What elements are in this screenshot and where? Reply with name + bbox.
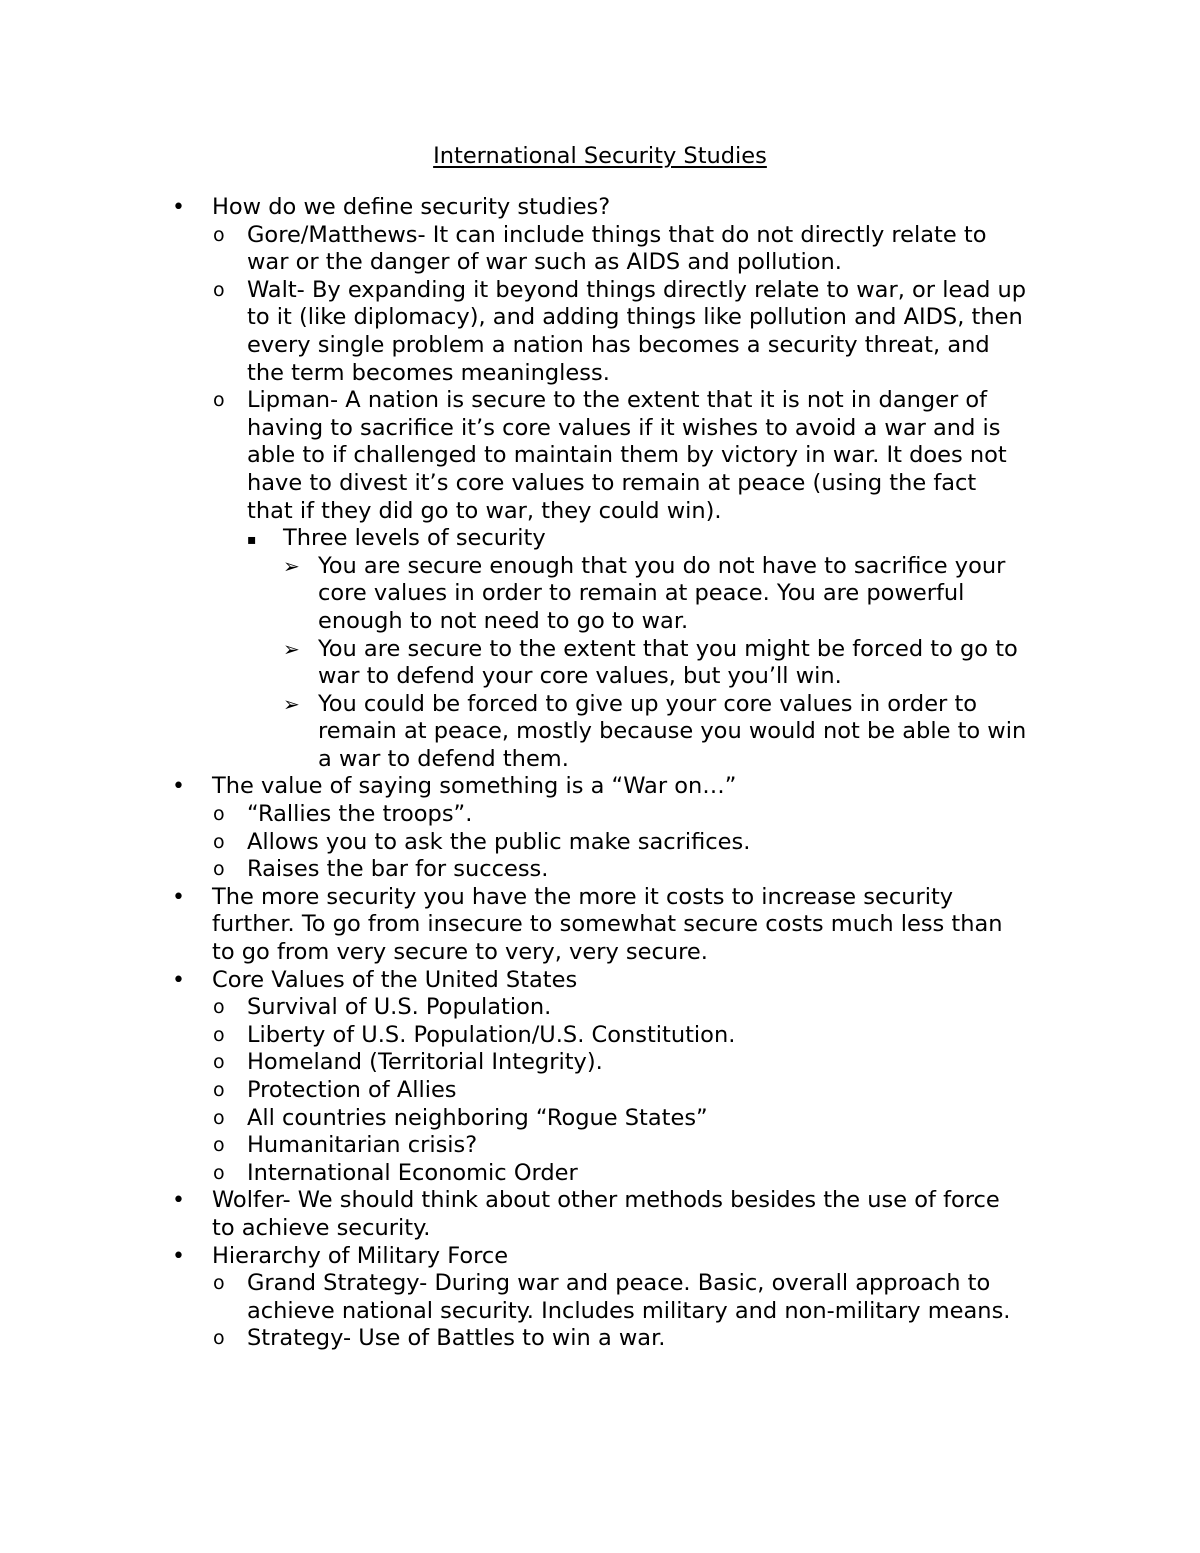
- bullet-marker: o: [213, 1134, 225, 1157]
- list-item-text: Humanitarian crisis?: [247, 1132, 478, 1159]
- bullet-marker: o: [213, 1327, 225, 1350]
- list-item: [0, 856, 1028, 884]
- list-item: [0, 387, 1028, 525]
- list-item: [0, 801, 1028, 829]
- list-item: [0, 691, 1028, 774]
- list-item-text: The more security you have the more it costs to increase security further. To go from insecure to somewhat secure costs much less than to go from very secure to very, very secure.: [212, 883, 1003, 966]
- page-title: International Security Studies: [433, 143, 767, 169]
- bullet-marker: o: [213, 1079, 225, 1101]
- list-item: [0, 222, 1028, 277]
- bullet-marker: o: [213, 389, 225, 412]
- list-item-text: All countries neighboring “Rogue States”: [247, 1104, 708, 1131]
- list-item-text: Hierarchy of Military Force: [212, 1242, 509, 1269]
- list-item-text: Gore/Matthews- It can include things that do not directly relate to war or the danger of war such as AIDS and pollution.: [247, 221, 987, 276]
- bullet-marker: •: [172, 884, 185, 910]
- list-item: [0, 1022, 1028, 1050]
- list-item-text: Walt- By expanding it beyond things directly relate to war, or lead up to it (like diplomacy), and adding things like pollution and AIDS, then every single problem a nation has becomes a security threat, and the term becomes meaningless.: [247, 276, 1027, 386]
- bullet-marker: o: [213, 1051, 225, 1074]
- list-item: [0, 553, 1028, 636]
- list-item-text: Survival of U.S. Population.: [247, 994, 552, 1021]
- bullet-marker: •: [172, 774, 185, 800]
- bullet-marker: o: [213, 1106, 225, 1129]
- list-item-text: Allows you to ask the public make sacrifices.: [247, 828, 751, 855]
- list-item-text: Liberty of U.S. Population/U.S. Constitution.: [247, 1021, 736, 1048]
- bullet-marker: •: [172, 1243, 185, 1269]
- list-item-text: Grand Strategy- During war and peace. Basic, overall approach to achieve national security. Includes military and non-military means.: [247, 1270, 1011, 1324]
- list-item: [0, 994, 1028, 1022]
- list-item: [0, 829, 1028, 857]
- bullet-marker: ➢: [283, 636, 300, 661]
- list-item: [0, 1325, 1028, 1353]
- list-item: [0, 1243, 1028, 1271]
- list-item-text: Strategy- Use of Battles to win a war.: [247, 1325, 666, 1352]
- bullet-marker: o: [213, 1272, 225, 1295]
- list-item: [0, 773, 1028, 801]
- bullet-marker: o: [213, 830, 225, 853]
- list-item: [0, 1187, 1028, 1242]
- list-item: [0, 884, 1028, 967]
- bullet-marker: o: [213, 278, 225, 301]
- list-item-text: Core Values of the United States: [212, 966, 578, 993]
- list-item-text: Homeland (Territorial Integrity).: [247, 1049, 603, 1076]
- bullet-marker: •: [172, 967, 185, 993]
- bullet-marker: o: [213, 996, 225, 1019]
- list-item-text: Three levels of security: [283, 525, 546, 552]
- list-item: [0, 636, 1028, 691]
- list-item-text: You could be forced to give up your core values in order to remain at peace, mostly because you would not be able to win a war to defend them.: [318, 690, 1027, 772]
- bullet-marker: ➢: [283, 691, 300, 716]
- list-item: [0, 1077, 1028, 1105]
- list-item: [0, 1160, 1028, 1188]
- bullet-marker: •: [172, 1188, 185, 1214]
- bullet-marker: ➢: [283, 553, 300, 578]
- bullet-marker: o: [213, 223, 225, 246]
- list-item-text: How do we define security studies?: [212, 194, 611, 220]
- bullet-marker: o: [213, 858, 225, 881]
- list-item-text: The value of saying something is a “War on…”: [212, 773, 737, 800]
- list-item: [0, 1132, 1028, 1160]
- bullet-marker: o: [213, 803, 225, 826]
- bullet-marker: ▪: [247, 532, 257, 549]
- list-item-text: You are secure enough that you do not have to sacrifice your core values in order to remain at peace. You are powerful enough to not need to go to war.: [318, 552, 1006, 634]
- bullet-marker: o: [213, 1161, 225, 1184]
- list-item-text: You are secure to the extent that you might be forced to go to war to defend your core values, but you’ll win.: [318, 635, 1018, 690]
- list-item-text: Raises the bar for success.: [247, 856, 549, 883]
- list-item: [0, 525, 1028, 553]
- list-item: [0, 194, 1028, 222]
- list-item-text: Wolfer- We should think about other methods besides the use of force to achieve security.: [212, 1187, 1000, 1241]
- list-item: [0, 1049, 1028, 1077]
- list-item-text: International Economic Order: [247, 1159, 578, 1186]
- list-item: [0, 967, 1028, 995]
- bullet-marker: •: [172, 195, 185, 220]
- list-item: [0, 1105, 1028, 1133]
- bullet-list: [0, 194, 1200, 1353]
- list-item: [0, 1270, 1028, 1325]
- list-item-text: “Rallies the troops”.: [247, 801, 473, 828]
- list-item-text: Protection of Allies: [247, 1077, 457, 1103]
- list-item: [0, 277, 1028, 387]
- list-item-text: Lipman- A nation is secure to the extent that it is not in danger of having to sacrifice it’s core values if it wishes to avoid a war and is able to if challenged to maintain them by victory in war. It does not have to divest it’s core values to remain at peace (using the fact that if they did go to war, they could win).: [247, 387, 1007, 524]
- bullet-marker: o: [213, 1023, 225, 1046]
